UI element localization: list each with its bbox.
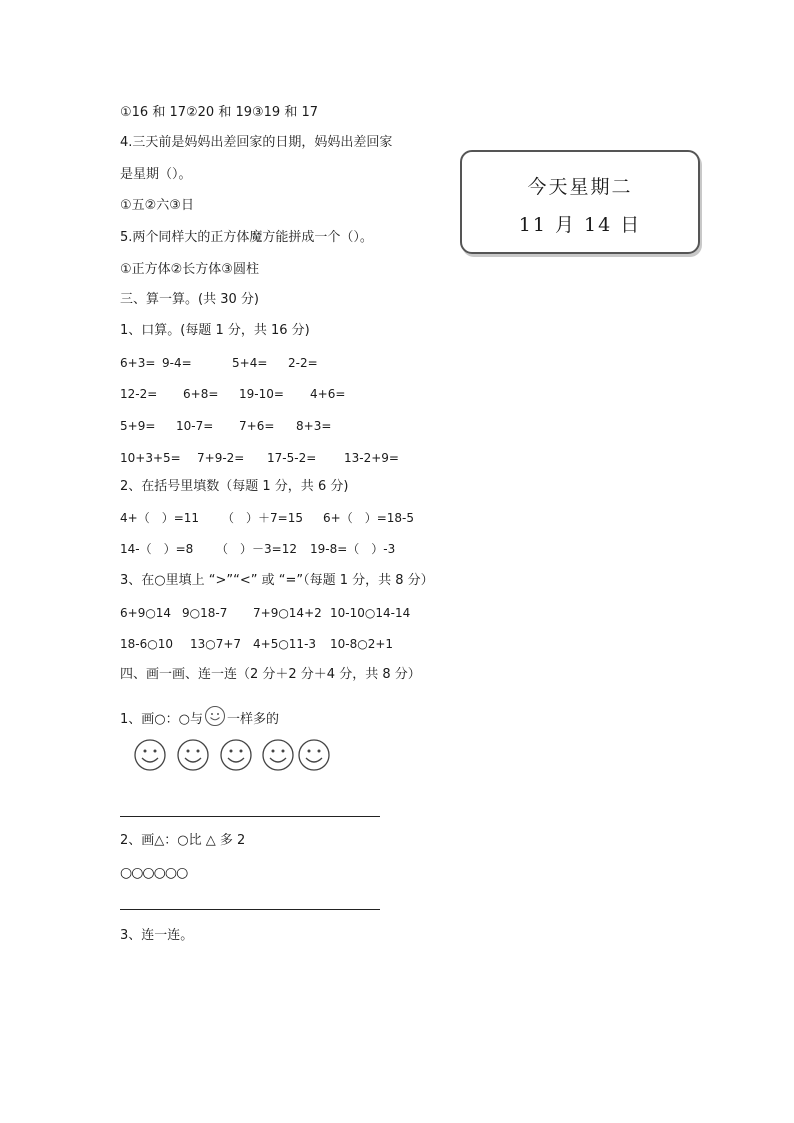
- oral-item: 9-4=: [162, 356, 192, 370]
- oral-item: 5+4=: [232, 356, 268, 370]
- section4-title: 四、画一画、连一连（2 分＋2 分＋4 分，共 8 分）: [120, 667, 421, 682]
- oral-item: 17-5-2=: [267, 451, 317, 465]
- oral-item: 8+3=: [296, 419, 332, 433]
- oral-item: 13-2+9=: [344, 451, 399, 465]
- compare-item: 4+5○11-3: [253, 637, 317, 651]
- oral-item: 7+9-2=: [197, 451, 245, 465]
- oral-item: 10+3+5=: [120, 451, 181, 465]
- fill-item: 6+（ ）=18-5: [323, 511, 414, 525]
- smiley-icon: [299, 740, 329, 770]
- oral-item: 5+9=: [120, 419, 156, 433]
- calendar-card: [460, 150, 700, 254]
- section3-part1-title: 1、口算。(每题 1 分，共 16 分): [120, 323, 310, 338]
- q2-circles: ○○○○○○: [120, 865, 188, 881]
- q3-options: ①16 和 17②20 和 19③19 和 17: [120, 105, 319, 120]
- q4-question-line2: 是星期（）。: [120, 167, 192, 182]
- compare-item: 10-10○14-14: [330, 606, 411, 620]
- oral-item: 7+6=: [239, 419, 275, 433]
- oral-item: 12-2=: [120, 387, 158, 401]
- fill-item: 19-8=（ ）-3: [310, 542, 396, 556]
- oral-item: 4+6=: [310, 387, 346, 401]
- section3-part2-title: 2、在括号里填数（每题 1 分，共 6 分): [120, 479, 349, 494]
- compare-item: 13○7+7: [190, 637, 242, 651]
- smiley-icon: [263, 740, 293, 770]
- answer-line-1[interactable]: [120, 816, 380, 817]
- calendar-weekday: 今天星期二: [527, 176, 633, 198]
- section4-q1: [120, 705, 279, 729]
- compare-item: 6+9○14: [120, 606, 172, 620]
- q5-options: ①正方体②长方体③圆柱: [120, 262, 259, 277]
- section4-q2: 2、画△：○比 △ 多 2: [120, 833, 246, 848]
- answer-line-2[interactable]: [120, 909, 380, 910]
- calendar-date: 11 月 14 日: [518, 214, 642, 236]
- section3-part3-title: 3、在○里填上 “>”“<” 或 “=”（每题 1 分，共 8 分）: [120, 573, 434, 588]
- oral-item: 19-10=: [239, 387, 284, 401]
- oral-item: 2-2=: [288, 356, 318, 370]
- section3-title: 三、算一算。(共 30 分): [120, 292, 259, 307]
- smiley-icon: [204, 705, 226, 727]
- smiley-icon: [221, 740, 251, 770]
- smiley-row: [130, 736, 340, 774]
- q4-options: ①五②六③日: [120, 198, 194, 213]
- fill-item: 4+（ ）=11: [120, 511, 200, 525]
- fill-item: （ ）＋7=15: [222, 511, 303, 525]
- compare-item: 10-8○2+1: [330, 637, 394, 651]
- q1-prefix: 1、画○：○与: [120, 712, 203, 727]
- q5-question: 5.两个同样大的正方体魔方能拼成一个（）。: [120, 230, 373, 245]
- q4-question-line1: 4.三天前是妈妈出差回家的日期，妈妈出差回家: [120, 135, 393, 150]
- section4-q3: 3、连一连。: [120, 928, 194, 943]
- fill-item: 14-（ ）=8: [120, 542, 194, 556]
- compare-item: 18-6○10: [120, 637, 173, 651]
- oral-item: 6+8=: [183, 387, 219, 401]
- compare-item: 9○18-7: [182, 606, 228, 620]
- q1-suffix: 一样多的: [226, 712, 279, 727]
- smiley-icon: [135, 740, 165, 770]
- fill-item: （ ）－3=12: [216, 542, 297, 556]
- oral-item: 10-7=: [176, 419, 214, 433]
- oral-item: 6+3=: [120, 356, 156, 370]
- compare-item: 7+9○14+2: [253, 606, 322, 620]
- smiley-icon: [178, 740, 208, 770]
